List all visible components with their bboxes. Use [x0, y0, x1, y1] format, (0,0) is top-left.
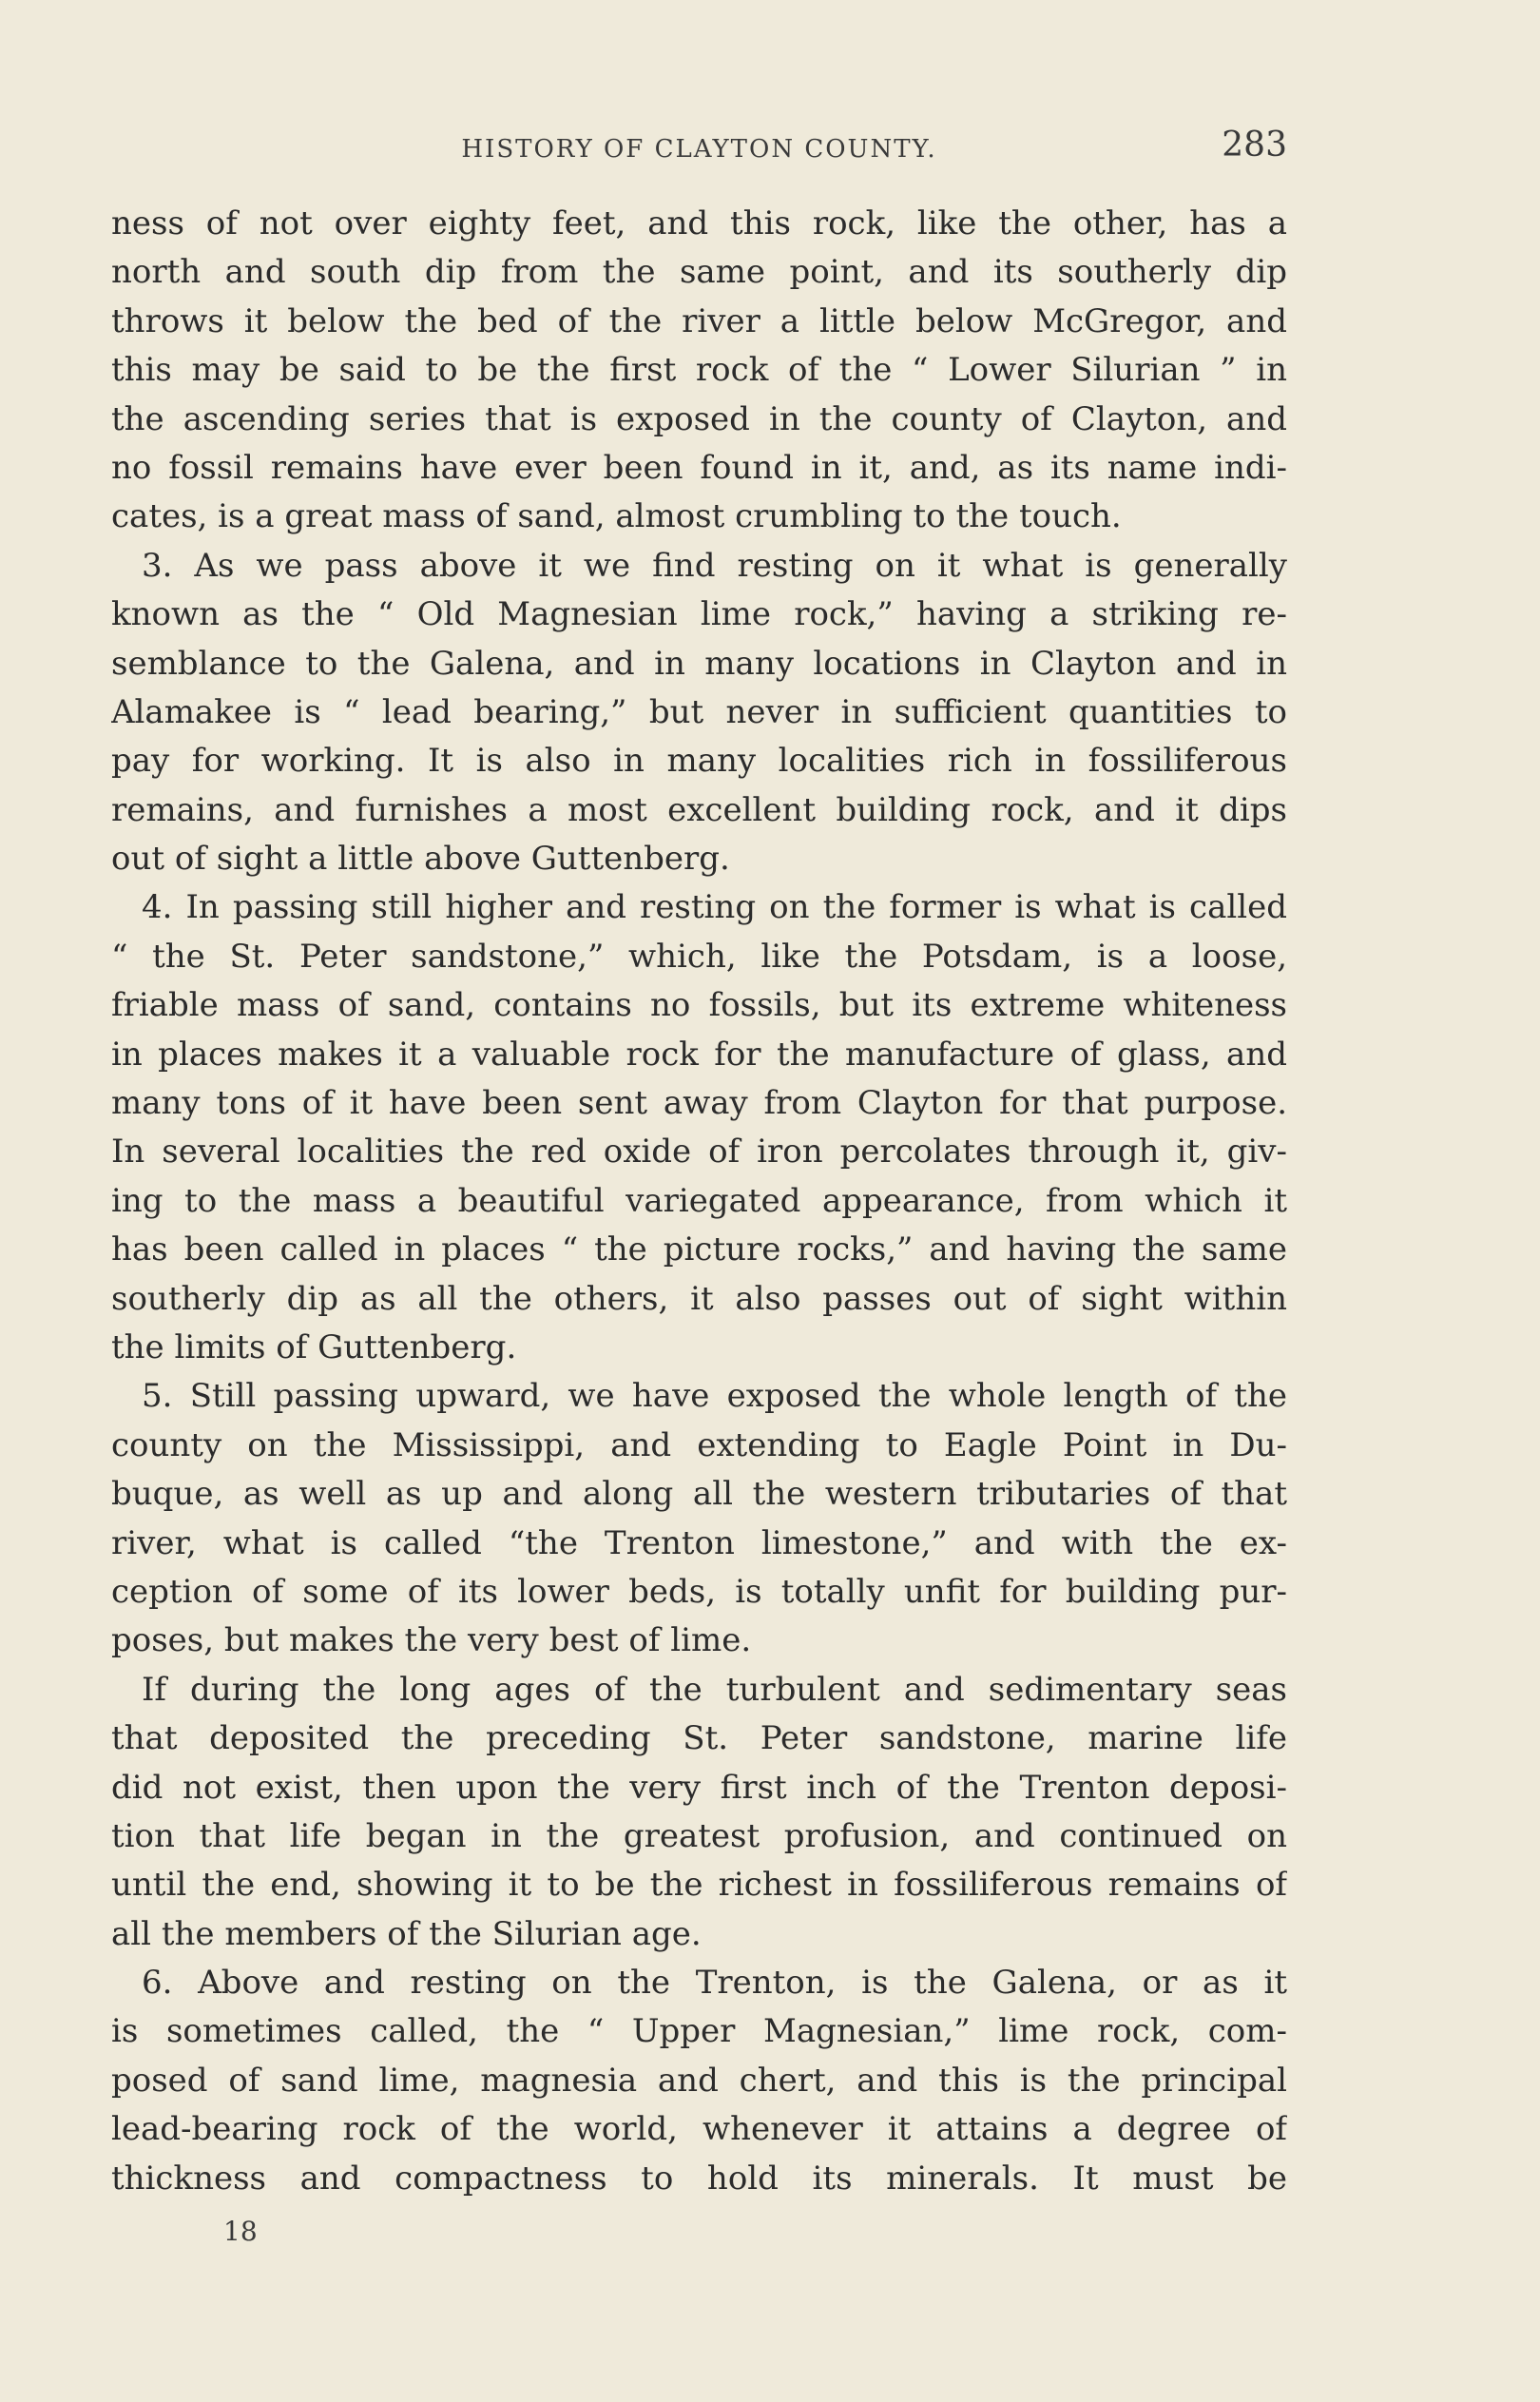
text-line: ness of not over eighty feet, and this rock, like the other, has a [111, 204, 1287, 242]
text-line: 6. Above and resting on the Trenton, is the Galena, or as it [142, 1964, 1287, 2003]
text-line: north and south dip from the same point, and its southerly dip [111, 253, 1287, 292]
text-line: out of sight a little above Guttenberg. [111, 840, 730, 879]
signature-mark: 18 [223, 2216, 258, 2247]
text-line: “ the St. Peter sandstone,” which, like the Potsdam, is a loose, [111, 937, 1287, 976]
text-line: the ascending series that is exposed in the county of Clayton, and [111, 399, 1287, 438]
body-text [111, 200, 1287, 2203]
text-line: Alamakee is “ lead bearing,” but never in sufficient quantities to [111, 692, 1287, 731]
text-line: river, what is called “the Trenton limestone,” and with the ex- [111, 1523, 1287, 1562]
text-line: lead-bearing rock of the world, whenever it attains a degree of [111, 2110, 1287, 2149]
text-line: If during the long ages of the turbulent and sedimentary seas [142, 1670, 1287, 1709]
text-line: poses, but makes the very best of lime. [111, 1621, 752, 1660]
page-header [111, 126, 1287, 171]
running-head: HISTORY OF CLAYTON COUNTY. [461, 135, 937, 164]
text-line: 4. In passing still higher and resting on the former is what is called [142, 888, 1287, 927]
text-line: friable mass of sand, contains no fossils, but its extreme whiteness [111, 986, 1287, 1025]
text-line: throws it below the bed of the river a little below McGregor, and [111, 301, 1287, 340]
text-line: ing to the mass a beautiful variegated appearance, from which it [111, 1181, 1287, 1220]
text-line: 3. As we pass above it we find resting on it what is generally [142, 546, 1287, 585]
text-line: that deposited the preceding St. Peter sandstone, marine life [111, 1719, 1287, 1758]
text-line: known as the “ Old Magnesian lime rock,” having a striking re- [111, 595, 1287, 634]
page-number: 283 [1222, 126, 1287, 165]
text-line: until the end, showing it to be the richest in fossiliferous remains of [111, 1866, 1287, 1905]
text-line: semblance to the Galena, and in many locations in Clayton and in [111, 644, 1287, 683]
text-line: in places makes it a valuable rock for the manufacture of glass, and [111, 1035, 1287, 1074]
text-line: did not exist, then upon the very first inch of the Trenton deposi- [111, 1768, 1287, 1807]
text-line: posed of sand lime, magnesia and chert, and this is the principal [111, 2061, 1287, 2100]
text-line: southerly dip as all the others, it also passes out of sight within [111, 1279, 1287, 1318]
text-line: this may be said to be the first rock of the “ Lower Silurian ” in [111, 351, 1287, 390]
text-line: has been called in places “ the picture rocks,” and having the same [111, 1230, 1287, 1269]
text-line: many tons of it have been sent away from Clayton for that purpose. [111, 1084, 1287, 1123]
text-line: all the members of the Silurian age. [111, 1914, 702, 1953]
text-line: ception of some of its lower beds, is totally unfit for building pur- [111, 1572, 1287, 1611]
text-line: pay for working. It is also in many localities rich in fossiliferous [111, 742, 1287, 781]
text-line: the limits of Guttenberg. [111, 1327, 517, 1366]
text-line: remains, and furnishes a most excellent building rock, and it dips [111, 790, 1287, 829]
text-line: cates, is a great mass of sand, almost crumbling to the touch. [111, 497, 1122, 536]
text-line: thickness and compactness to hold its minerals. It must be [111, 2159, 1287, 2198]
text-line: is sometimes called, the “ Upper Magnesian,” lime rock, com- [111, 2012, 1287, 2051]
text-line: county on the Mississippi, and extending to Eagle Point in Du- [111, 1425, 1287, 1464]
text-line: In several localities the red oxide of iron percolates through it, giv- [111, 1133, 1287, 1172]
text-line: buque, as well as up and along all the western tributaries of that [111, 1475, 1287, 1514]
text-line: no fossil remains have ever been found in it, and, as its name indi- [111, 448, 1287, 487]
text-line: tion that life began in the greatest profusion, and continued on [111, 1816, 1287, 1855]
text-line: 5. Still passing upward, we have exposed the whole length of the [142, 1377, 1287, 1416]
